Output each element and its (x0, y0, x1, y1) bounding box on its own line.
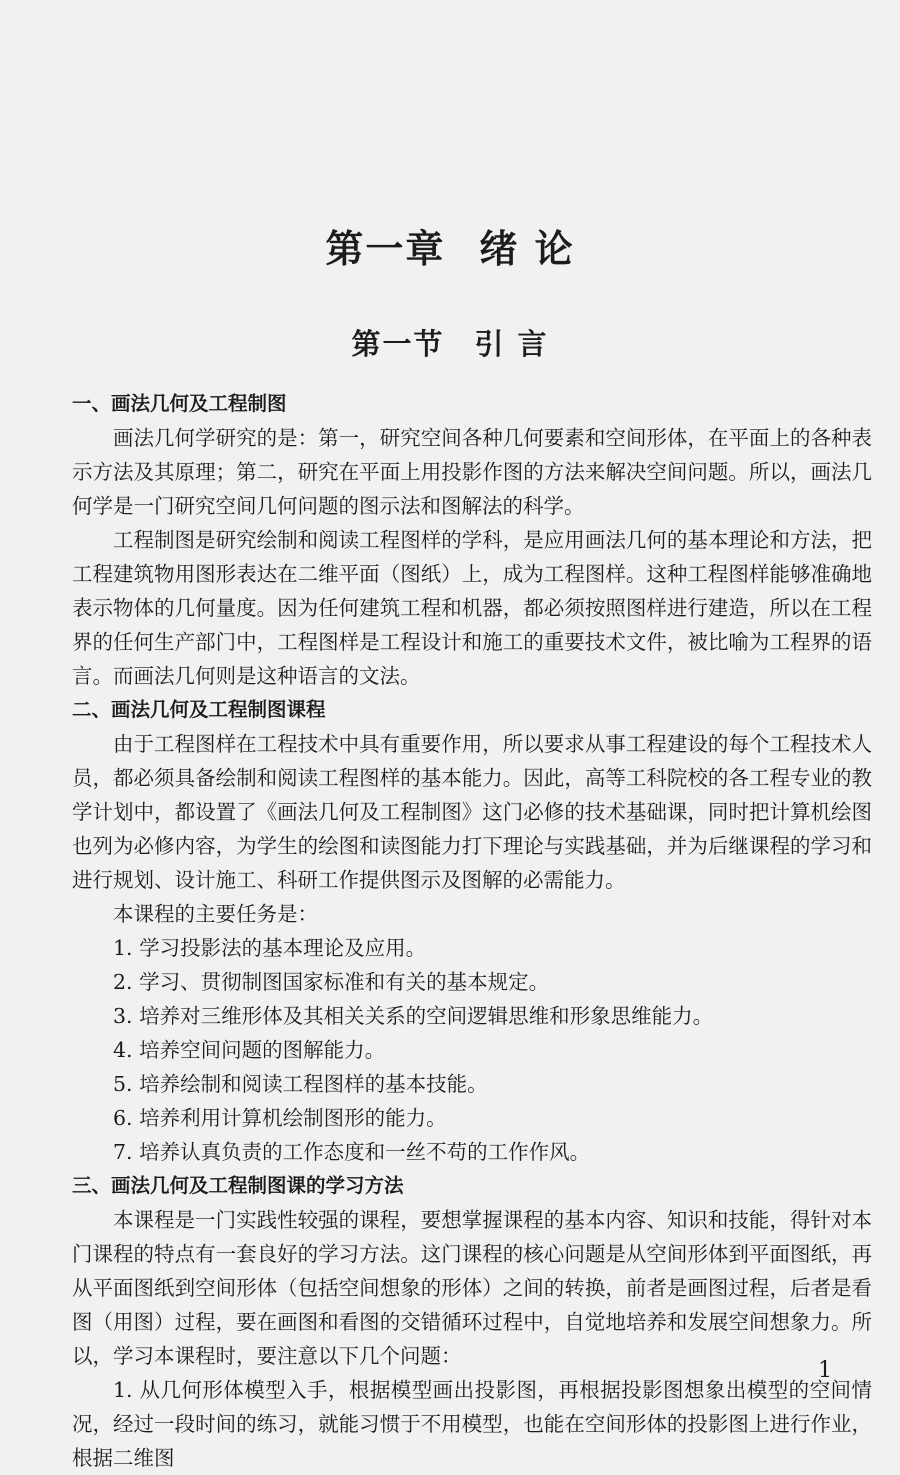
paragraph: 本课程的主要任务是： (113, 902, 318, 926)
task-item: 7. 培养认真负责的工作态度和一丝不苟的工作作风。 (113, 1140, 591, 1164)
heading-1: 一、画法几何及工程制图 (72, 392, 287, 415)
chapter-title (0, 218, 900, 273)
paragraph: 由于工程图样在工程技术中具有重要作用，所以要求从事工程建设的每个工程技术人员，都必须具备绘制和阅读工程图样的基本能力。因此，高等工科院校的各工程专业的教学计划中，都设置了《画法几何及工程制图》这门必修的技术基础课，同时把计算机绘图也列为必修内容，为学生的绘图和读图能力打下理论与实践基础，并为后继课程的学习和进行规划、设计施工、科研工作提供图示及图解的必需能力。 (72, 732, 872, 892)
task-item: 1. 学习投影法的基本理论及应用。 (113, 936, 427, 960)
paragraph: 画法几何学研究的是：第一，研究空间各种几何要素和空间形体，在平面上的各种表示方法及其原理；第二，研究在平面上用投影作图的方法来解决空间问题。所以，画法几何学是一门研究空间几何问题的图示法和图解法的科学。 (72, 426, 872, 518)
section-name: 引 言 (474, 327, 549, 361)
paragraph: 本课程是一门实践性较强的课程，要想掌握课程的基本内容、知识和技能，得针对本门课程的特点有一套良好的学习方法。这门课程的核心问题是从空间形体到平面图纸，再从平面图纸到空间形体（包括空间想象的形体）之间的转换，前者是画图过程，后者是看图（用图）过程，要在画图和看图的交错循环过程中，自觉地培养和发展空间想象力。所以，学习本课程时，要注意以下几个问题： (72, 1208, 872, 1368)
task-item: 6. 培养利用计算机绘制图形的能力。 (113, 1106, 447, 1130)
heading-3: 三、画法几何及工程制图课的学习方法 (72, 1174, 404, 1197)
section-label: 第一节 (351, 327, 445, 361)
task-item: 4. 培养空间问题的图解能力。 (113, 1038, 386, 1062)
chapter-name: 绪 论 (479, 227, 575, 271)
paragraph: 工程制图是研究绘制和阅读工程图样的学科，是应用画法几何的基本理论和方法，把工程建筑物用图形表达在二维平面（图纸）上，成为工程图样。这种工程图样能够准确地表示物体的几何量度。因为任何建筑工程和机器，都必须按照图样进行建造，所以在工程界的任何生产部门中，工程图样是工程设计和施工的重要技术文件，被比喻为工程界的语言。而画法几何则是这种语言的文法。 (72, 528, 872, 688)
section-title (0, 322, 900, 363)
task-item: 5. 培养绘制和阅读工程图样的基本技能。 (113, 1072, 488, 1096)
task-item: 3. 培养对三维形体及其相关关系的空间逻辑思维和形象思维能力。 (113, 1004, 714, 1028)
task-item: 2. 学习、贯彻制图国家标准和有关的基本规定。 (113, 970, 550, 994)
heading-2: 二、画法几何及工程制图课程 (72, 698, 326, 721)
body-text (72, 387, 872, 1475)
page-number: 1 (818, 1358, 832, 1383)
chapter-label: 第一章 (325, 227, 446, 271)
paragraph: 1. 从几何形体模型入手，根据模型画出投影图，再根据投影图想象出模型的空间情况，经过一段时间的练习，就能习惯于不用模型，也能在空间形体的投影图上进行作业，根据二维图 (72, 1378, 872, 1470)
